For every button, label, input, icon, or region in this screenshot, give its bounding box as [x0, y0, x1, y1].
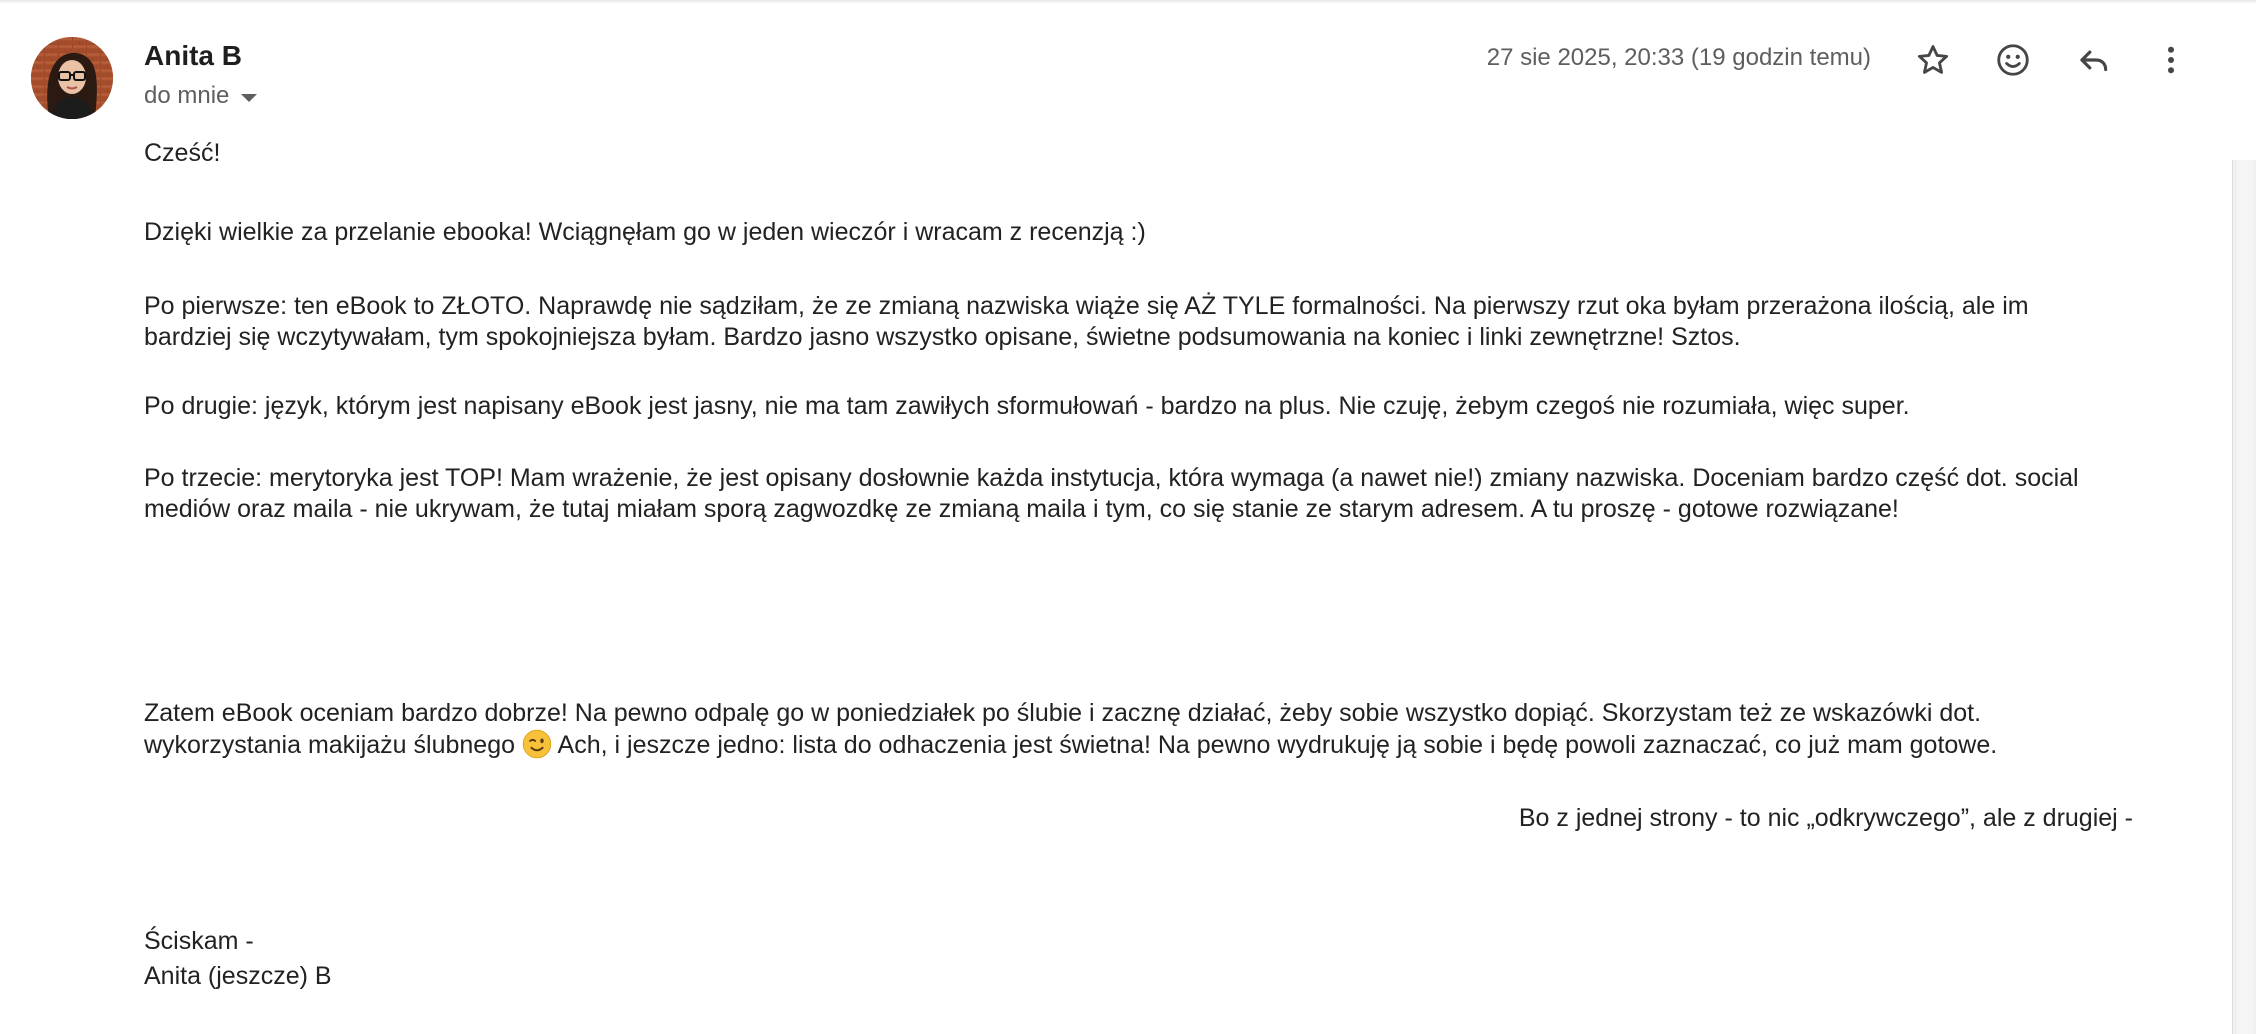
more-vertical-icon — [2152, 41, 2190, 79]
recipient-details-toggle[interactable] — [144, 82, 257, 110]
vertical-scrollbar[interactable] — [2232, 160, 2256, 1034]
emoji-reaction-icon — [1994, 41, 2032, 79]
add-reaction-button[interactable] — [1983, 30, 2043, 90]
body-paragraph-1: Dzięki wielkie za przelanie ebooka! Wciągnęłam go w jeden wieczór i wracam z recenzją :) — [144, 218, 1146, 246]
message-timestamp: 27 sie 2025, 20:33 (19 godzin temu) — [1486, 44, 1871, 71]
reply-button[interactable] — [2063, 30, 2123, 90]
body-paragraph-5-line-2-end: Ach, i jeszcze jedno: lista do odhaczenia jest świetna! Na pewno wydrukuję ją sobie i będę powoli zaznaczać, co już mam gotowe. — [557, 731, 1998, 759]
sender-avatar[interactable] — [31, 37, 113, 119]
sender-name[interactable]: Anita B — [144, 40, 242, 71]
chevron-down-icon[interactable] — [241, 94, 257, 102]
body-paragraph-2 — [144, 291, 2164, 353]
greeting-text: Cześć! — [144, 139, 221, 167]
reply-icon — [2074, 41, 2112, 79]
aside-text: Bo z jednej strony - to nic „odkrywczego”, ale z drugiej - — [1518, 804, 2133, 832]
body-paragraph-3: Po drugie: język, którym jest napisany eBook jest jasny, nie ma tam zawiłych sformułowań - bardzo na plus. Nie czuję, żebym czegoś nie rozumiała, więc super. — [144, 392, 1910, 420]
closing-text: Ściskam - — [144, 927, 254, 955]
body-paragraph-5-line-2 — [144, 729, 2164, 761]
more-options-button[interactable] — [2141, 30, 2201, 90]
body-paragraph-2-line-1: Po pierwsze: ten eBook to ZŁOTO. Naprawdę nie sądziłam, że ze zmianą nazwiska wiąże się AŻ TYLE formalności. Na pierwszy rzut oka byłam przerażona ilością, ale im — [144, 292, 2029, 320]
body-paragraph-4-line-1: Po trzecie: merytoryka jest TOP! Mam wrażenie, że jest opisany dosłownie każda instytucja, która wymaga (a nawet nie!) zmiany nazwiska. Doceniam bardzo część dot. social — [144, 464, 2079, 492]
body-paragraph-4 — [144, 463, 2164, 525]
recipient-label: do mnie — [144, 82, 230, 109]
body-paragraph-4-line-2: mediów oraz maila - nie ukrywam, że tutaj miałam sporą zagwozdkę ze zmianą maila i tym, co się stanie ze starym adresem. A tu proszę - gotowe rozwiązane! — [144, 495, 1899, 523]
scrollbar-thumb[interactable] — [2237, 160, 2253, 1034]
star-button[interactable] — [1903, 30, 1963, 90]
body-paragraph-5 — [144, 698, 2164, 761]
winking-face-emoji-icon — [522, 729, 552, 759]
top-divider — [0, 0, 2256, 4]
signature-text: Anita (jeszcze) B — [144, 962, 332, 990]
star-icon — [1914, 41, 1952, 79]
body-paragraph-5-line-2-start: wykorzystania makijażu ślubnego — [144, 731, 516, 759]
body-paragraph-5-line-1: Zatem eBook oceniam bardzo dobrze! Na pewno odpalę go w poniedziałek po ślubie i zacznę działać, żeby sobie wszystko dopiąć. Skorzystam też ze wskazówki dot. — [144, 699, 1982, 727]
body-paragraph-2-line-2: bardziej się wczytywałam, tym spokojniejsza byłam. Bardzo jasno wszystko opisane, świetne podsumowania na koniec i linki zewnętrzne! Sztos. — [144, 323, 1741, 351]
avatar-image — [31, 37, 113, 119]
